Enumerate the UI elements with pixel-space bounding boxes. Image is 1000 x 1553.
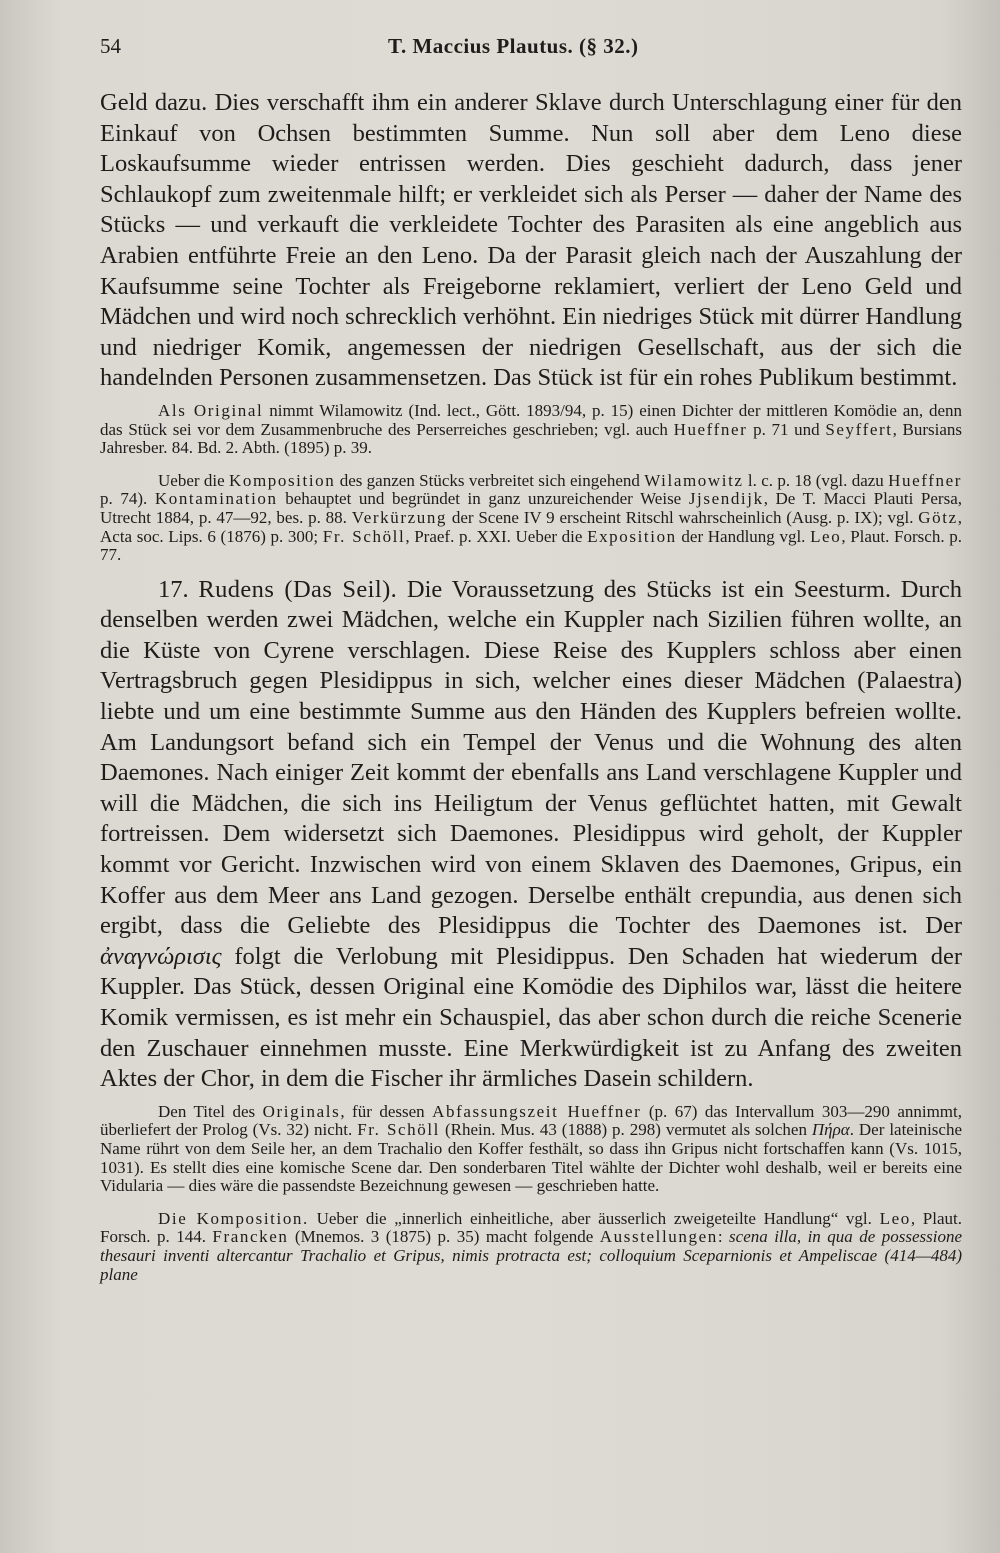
section-text: folgt die Verlobung mit Plesidippus. Den Schaden hat wiederum der Kuppler. Das Stück, dessen Original eine Komödie des Diphilos war, lässt die heitere Komik vermissen, es ist mehr ein Schauspiel, das aber schon durch die reiche Scenerie den Zuschauer einnehmen musste. Eine Merkwürdigkeit ist zu Anfang des zweiten Aktes der Chor, in dem die Fischer ihr ärmliches Dasein schildern. [100,942,962,1093]
note-text: , Plaut. Forsch. p. 77. [100,526,962,565]
note-text: Ueber die „innerlich einheitliche, aber äusserlich zweigeteilte Handlung“ vgl. [308,1208,880,1228]
note-author: Hueffner [673,419,748,439]
page-header [100,34,950,64]
footnote-title [100,1103,962,1196]
note-text: . Der lateinische Name rührt von dem Seile her, an dem Trachalio den Koffer festhält, so dass ihn Gripus nicht fortschaffen kann (Vs. 1015, 1031). Es stellt dies eine komische Scene dar. Den sonderbaren Titel wählte der Dichter wohl deshalb, weil er bereits eine Vidularia — dies wäre die passendste Bezeichnung gewesen — geschrieben hatte. [100,1120,963,1196]
note-keyword: Verkürzung [351,507,448,527]
note-author: Francken [212,1227,289,1247]
note-author: Hueffner [888,470,962,490]
note-text: p. 71 und [747,419,826,439]
section-17-rudens [100,575,962,1095]
latin-quotation: scena illa, in qua de possessione thesauri inventi altercantur Trachalio et Gripus, nimis protracta est; colloquium Sceparnionis et Ampeliscae (414—484) plane [100,1227,962,1284]
note-text: der Scene IV 9 erscheint Ritschl wahrscheinlich (Ausg. p. IX); vgl. [447,507,919,527]
note-text: Ueber die [158,470,229,490]
note-keyword: Originals [262,1101,341,1121]
note-text: des ganzen Stücks verbreitet sich eingehend [335,470,645,490]
section-text: Die Voraussetzung des Stücks ist ein Seesturm. Durch denselben werden zwei Mädchen, welche ein Kuppler nach Sizilien führen wollte, an die Küste von Cyrene verschlagen. Diese Reise des Kupplers schloss aber einen Vertragsbruch gegen Plesidippus in sich, welcher eines dieser Mädchen (Palaestra) liebte und um eine bestimmte Summe aus den Händen des Kupplers befreien wollte. Am Landungsort befand sich ein Tempel der Venus und die Wohnung des alten Daemones. Nach einiger Zeit kommt der ebenfalls ans Land verschlagene Kuppler und will die Mädchen, die sich ins Heiligtum der Venus geflüchtet hatten, mit Gewalt fortreissen. Dem widersetzt sich Daemones. Plesidippus wird geholt, der Kuppler kommt vor Gericht. Inzwischen wird von einem Sklaven des Daemones, Gripus, ein Koffer aus dem Meer ans Land gezogen. Derselbe enthält crepundia, aus denen sich ergibt, dass die Geliebte des Plesidippus die Tochter des Daemones ist. Der [100,575,963,940]
note-keyword: Ausstellungen [599,1227,718,1247]
footnote-original [100,402,962,458]
note-author: Leo [879,1208,911,1228]
note-text: (p. 67) das Intervallum 303—290 annimmt, überliefert der Prolog (Vs. 32) nicht. [100,1101,963,1140]
footnote-composition [100,472,962,565]
note-text: , Bursians Jahresber. 84. Bd. 2. Abth. (1895) p. 39. [100,419,963,458]
note-text: , Praef. p. XXI. Ueber die [405,526,588,546]
paragraph-persa-summary: Geld dazu. Dies verschafft ihm ein anderer Sklave durch Unterschlagung einer für den Einkauf von Ochsen bestimmten Summe. Nun soll aber dem Leno diese Loskaufsumme wieder entrissen werden. Dies geschieht dadurch, dass jener Schlaukopf zum zweitenmale hilft; er verkleidet sich als Perser — daher der Name des Stücks — und verkauft die verkleidete Tochter des Parasiten als eine angeblich aus Arabien entführte Freie an den Leno. Da der Parasit gleich nach der Auszahlung der Kaufsumme seine Tochter als Freigeborne reklamiert, verliert der Leno Geld und Mädchen und wird noch schrecklich verhöhnt. Ein niedriges Stück mit dürrer Handlung und niedriger Komik, angemessen der niedrigen Gesellschaft, aus der sich die handelnden Personen zusammensetzen. Das Stück ist für ein rohes Publikum bestimmt. [100,89,962,392]
note-text: : [717,1227,730,1247]
note-text: (Mnemos. 3 (1875) p. 35) macht folgende [288,1227,600,1247]
note-author: Seyffert [825,419,893,439]
note-keyword: Abfassungszeit Hueffner [432,1101,642,1121]
note-text: , für dessen [340,1101,433,1121]
note-text: behauptet und begründet in ganz unzureichender Weise [277,489,689,509]
note-keyword: Exposition [587,526,677,546]
page-content [100,88,962,1284]
note-author: Jjsendijk [688,489,764,509]
note-author: Götz [918,507,958,527]
note-keyword: Kontamination [154,489,278,509]
section-title: Rudens (Das Seil). [198,575,398,603]
note-author: Wilamowitz [644,470,744,490]
note-author: Leo [810,526,842,546]
note-text: p. 74). [100,489,155,509]
footnote-komposition [100,1210,962,1284]
note-lead: Als Original [158,400,264,420]
greek-term: ἀναγνώρισις [100,942,222,970]
note-text: Den Titel des [158,1101,263,1121]
note-author: Fr. Schöll [357,1120,441,1140]
greek-term: Πήρα [811,1120,850,1140]
note-text: , Plaut. Forsch. p. 144. [100,1208,962,1247]
note-text: (Rhein. Mus. 43 (1888) p. 298) vermutet als solchen [440,1120,812,1140]
note-text: der Handlung vgl. [676,526,811,546]
note-keyword: Die Komposition. [158,1208,309,1228]
note-text: , Acta soc. Lips. 6 (1876) p. 300; [100,507,962,546]
section-number: 17. [158,575,189,603]
note-author: Fr. Schöll [322,526,406,546]
note-keyword: Komposition [228,470,336,490]
running-head: T. Maccius Plautus. (§ 32.) [388,34,639,58]
note-text: l. c. p. 18 (vgl. dazu [743,470,889,490]
note-text: , De T. Macci Plauti Persa, Utrecht 1884, p. 47—92, bes. p. 88. [100,489,962,527]
page-number: 54 [100,34,121,58]
note-text: nimmt Wilamowitz (Ind. lect., Gött. 1893/94, p. 15) einen Dichter der mittleren Komödie an, denn das Stück sei vor dem Zusammenbruche des Perserreiches geschrieben; vgl. auch [100,400,963,439]
